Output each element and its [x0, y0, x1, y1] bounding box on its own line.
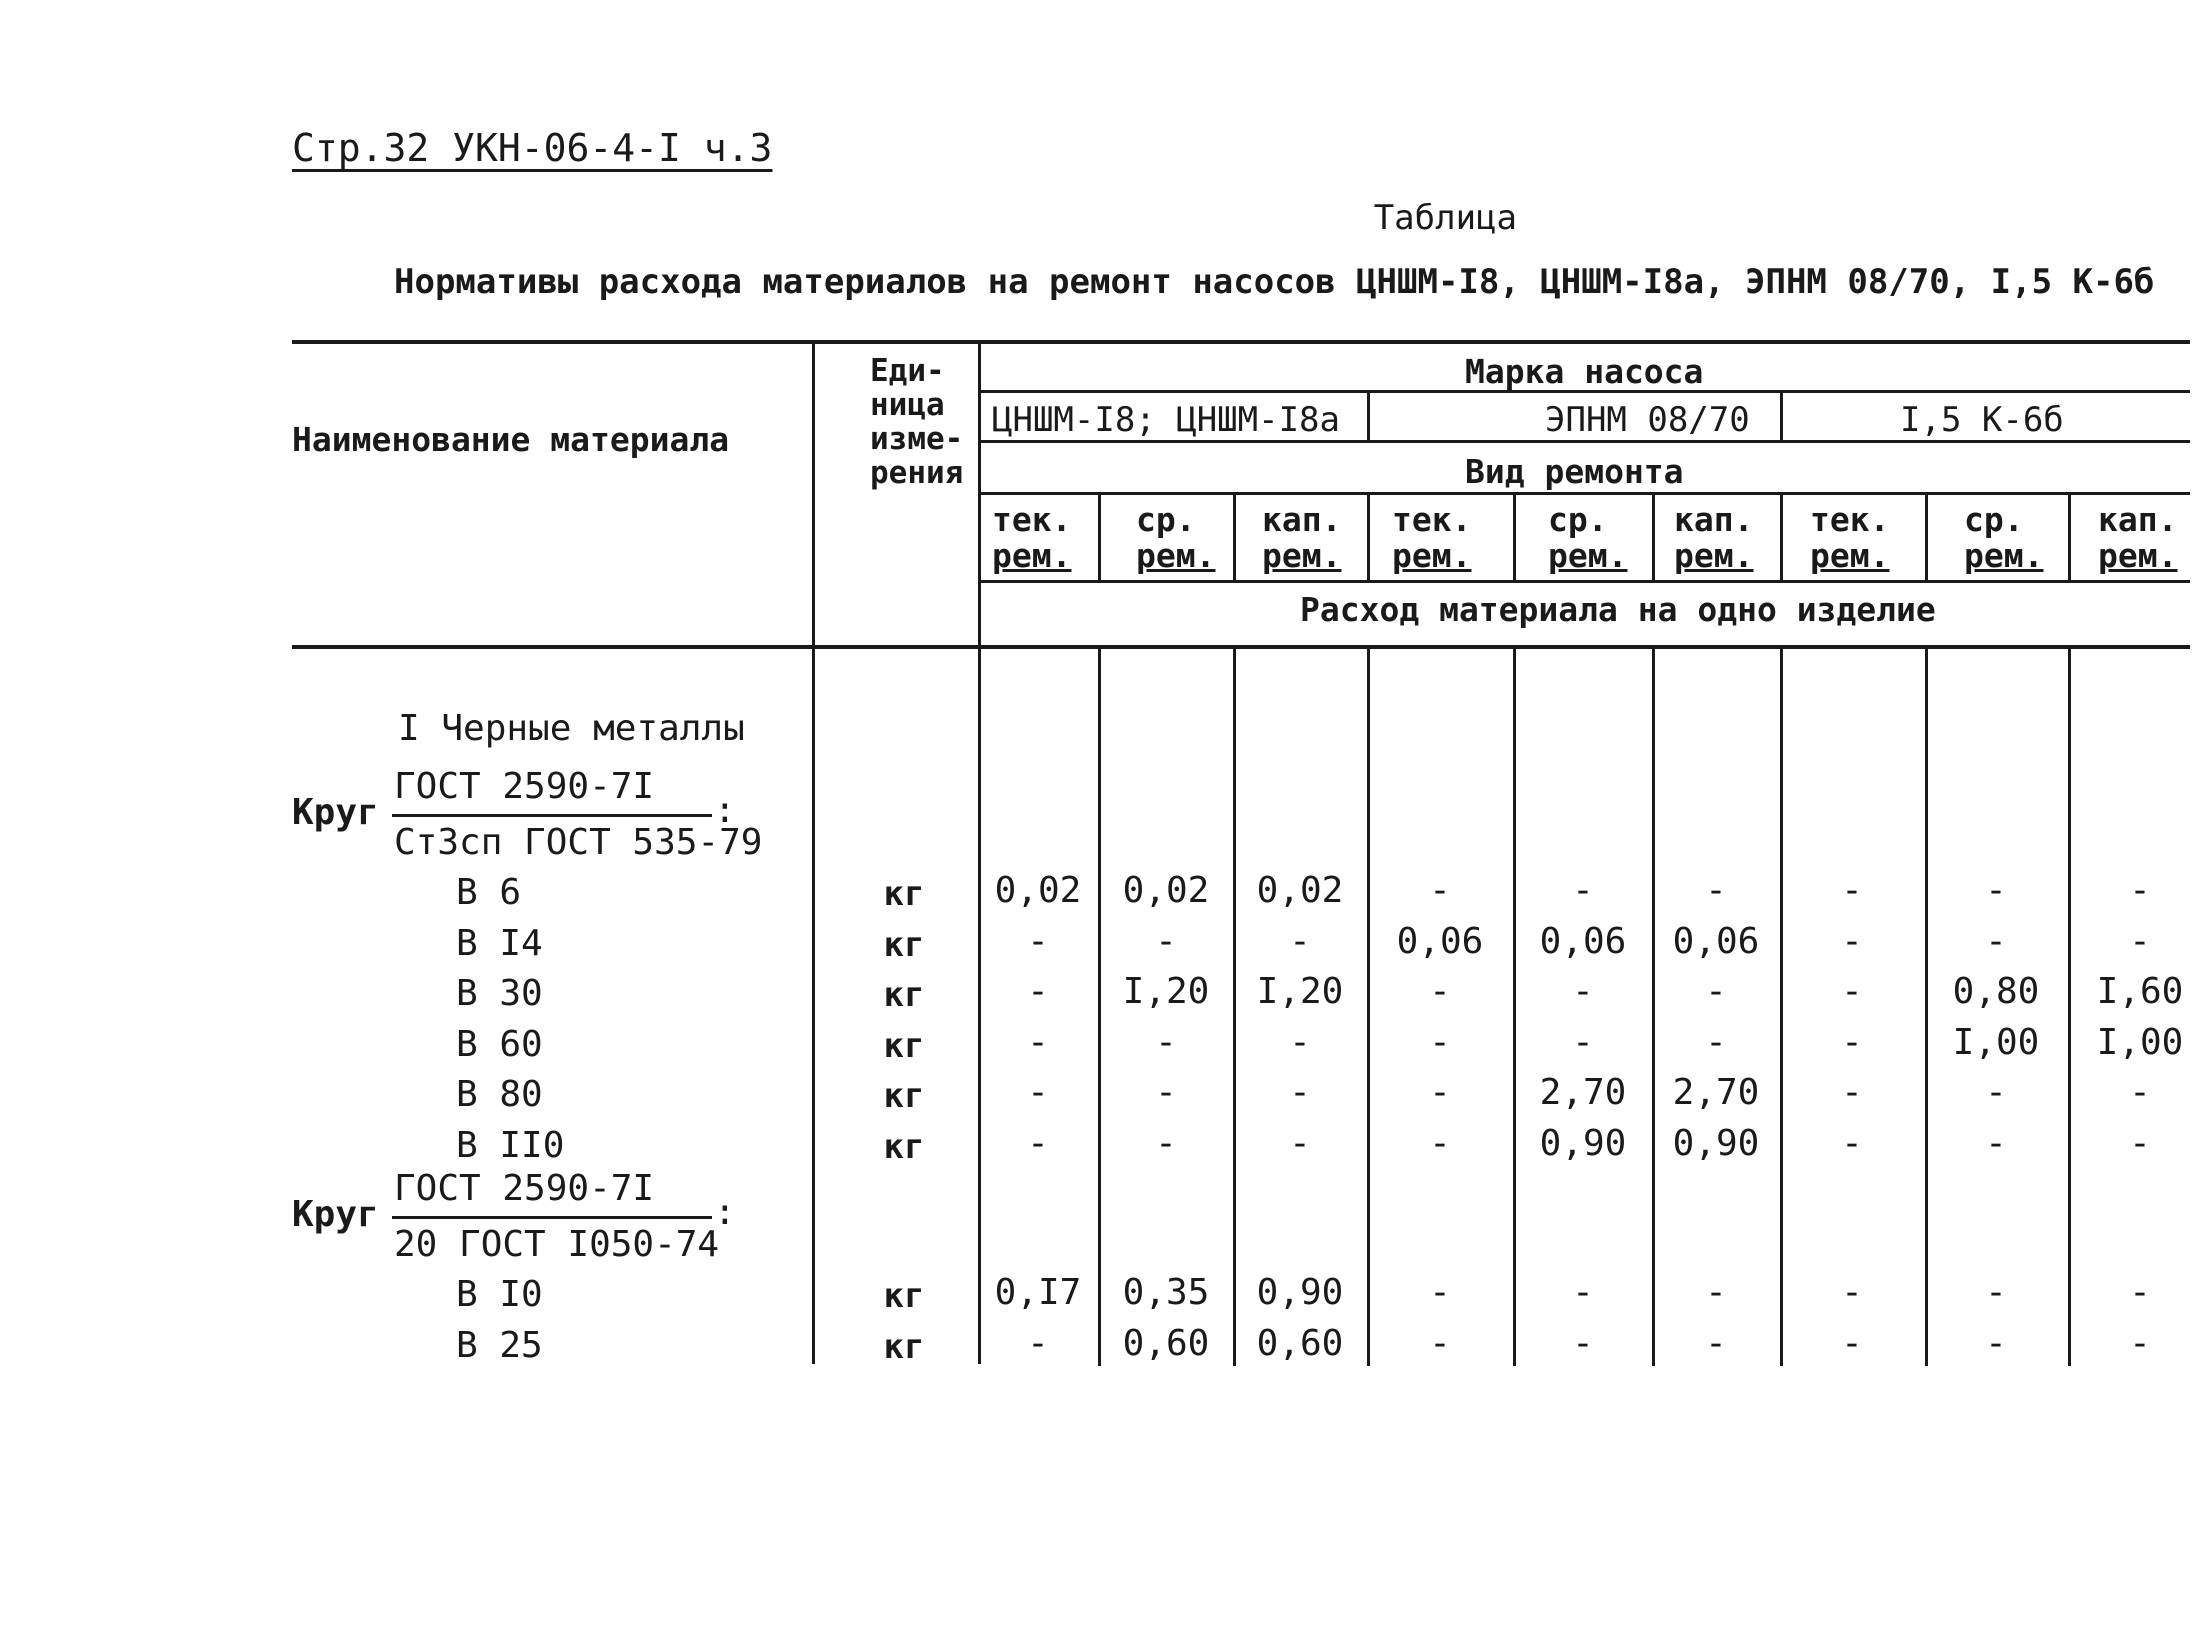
value-cell: - — [1429, 870, 1451, 911]
value-cell: 0,35 — [1122, 1272, 1210, 1313]
value-cell: I,20 — [1256, 971, 1344, 1012]
repair-type-line: рем. — [1136, 536, 1216, 575]
value-cell: 0,60 — [1122, 1322, 1210, 1364]
gost-numerator: ГОСТ 2590-7I — [394, 766, 655, 807]
repair-type-cell — [1392, 502, 1471, 574]
value-cell: I,00 — [2096, 1021, 2184, 1063]
gost-numerator: ГОСТ 2590-7I — [394, 1168, 655, 1209]
unit-cell: кг — [883, 1025, 925, 1066]
value-cell: - — [1985, 1272, 2007, 1313]
consumption-header: Расход материала на одно изделие — [1300, 590, 1936, 629]
value-cell: 0,02 — [994, 870, 1082, 911]
repair-type-line: ср. — [1548, 500, 1608, 539]
brand-header-1: ЦНШМ-I8; ЦНШМ-I8а — [992, 400, 1340, 440]
brand-header-2: ЭПНМ 08/70 — [1545, 400, 1750, 440]
material-name: В 60 — [456, 1023, 543, 1065]
value-cell: - — [1985, 870, 2007, 911]
value-cell: - — [1289, 1021, 1311, 1063]
value-cell: - — [1429, 1322, 1451, 1364]
col-header-name: Наименование материала — [292, 420, 730, 459]
repair-type-line: тек. — [1810, 500, 1890, 539]
value-cell: - — [2129, 1322, 2151, 1364]
value-cell: - — [1155, 1122, 1177, 1164]
unit-cell: кг — [883, 1076, 925, 1116]
pump-brand-header: Марка насоса — [1465, 352, 1704, 391]
value-cell: - — [1572, 1272, 1594, 1313]
unit-cell: кг — [883, 1276, 925, 1316]
value-cell: 2,70 — [1672, 1072, 1760, 1113]
value-cell: I,20 — [1122, 971, 1210, 1012]
repair-type-line: рем. — [1548, 536, 1628, 575]
material-name: В I4 — [456, 922, 543, 964]
fraction-line — [392, 1216, 712, 1219]
value-cell: - — [1985, 1122, 2007, 1164]
repair-type-header: Вид ремонта — [1465, 452, 1684, 491]
repair-type-line: кап. — [1674, 500, 1754, 539]
value-cell: 0,02 — [1122, 870, 1210, 911]
value-cell: - — [2129, 870, 2151, 911]
value-cell: 0,80 — [1952, 971, 2040, 1012]
table-label: Таблица — [1373, 198, 1517, 238]
value-cell: - — [1027, 1021, 1049, 1063]
value-cell: - — [1155, 1072, 1177, 1113]
value-cell: - — [2129, 1122, 2151, 1164]
value-cell: - — [1705, 870, 1727, 911]
value-cell: - — [1705, 1021, 1727, 1063]
unit-cell: кг — [883, 924, 925, 965]
repair-type-cell — [1810, 502, 1889, 574]
col-header-unit — [870, 354, 963, 490]
unit-cell: кг — [883, 975, 925, 1015]
repair-type-line: кап. — [1262, 500, 1342, 539]
brand-header-3: I,5 К-6б — [1900, 400, 2064, 440]
value-cell: 0,06 — [1672, 920, 1760, 962]
value-cell: 0,02 — [1256, 870, 1344, 911]
value-cell: 0,06 — [1396, 920, 1484, 962]
material-name: В 80 — [456, 1074, 543, 1115]
value-cell: - — [1705, 1322, 1727, 1364]
value-cell: - — [1572, 1021, 1594, 1063]
repair-type-cell — [1262, 502, 1341, 574]
value-cell: - — [1289, 1122, 1311, 1164]
unit-header-line: ница — [870, 387, 945, 423]
fraction-line — [392, 814, 712, 817]
repair-type-cell — [1674, 502, 1753, 574]
repair-type-line: ср. — [1964, 500, 2024, 539]
value-cell: - — [1155, 1021, 1177, 1063]
value-cell: - — [1985, 920, 2007, 962]
value-cell: - — [1155, 920, 1177, 962]
group-label: Круг — [292, 1194, 379, 1235]
table-title: Нормативы расхода материалов на ремонт насосов ЦНШМ-I8, ЦНШМ-I8а, ЭПНМ 08/70, I,5 К-6б — [394, 262, 2155, 302]
value-cell: - — [1027, 1122, 1049, 1164]
material-name: В 30 — [456, 973, 543, 1014]
value-cell: - — [1705, 1272, 1727, 1313]
repair-type-cell — [1136, 502, 1215, 574]
material-name: В 6 — [456, 872, 522, 913]
section-title: I Черные металлы — [398, 708, 745, 749]
value-cell: 2,70 — [1539, 1072, 1627, 1113]
value-cell: 0,90 — [1539, 1122, 1627, 1164]
repair-type-line: рем. — [1674, 536, 1754, 575]
material-name: В II0 — [456, 1124, 565, 1166]
repair-type-cell — [2098, 502, 2177, 574]
repair-type-line: рем. — [1964, 536, 2044, 575]
material-name: В 25 — [456, 1324, 543, 1366]
value-cell: - — [1841, 870, 1863, 911]
material-name: В I0 — [456, 1274, 543, 1315]
unit-header-line: изме- — [870, 421, 964, 457]
value-cell: - — [1705, 971, 1727, 1012]
value-cell: - — [1027, 971, 1049, 1012]
value-cell: - — [2129, 1272, 2151, 1313]
unit-cell: кг — [883, 1326, 925, 1367]
value-cell: - — [1841, 920, 1863, 962]
value-cell: 0,90 — [1672, 1122, 1760, 1164]
repair-type-line: тек. — [1392, 500, 1472, 539]
group-label: Круг — [292, 792, 379, 833]
repair-type-line: тек. — [992, 500, 1072, 539]
value-cell: - — [1985, 1322, 2007, 1364]
value-cell: - — [1841, 1322, 1863, 1364]
value-cell: - — [1841, 1122, 1863, 1164]
value-cell: - — [1841, 1072, 1863, 1113]
value-cell: - — [1572, 971, 1594, 1012]
repair-type-line: рем. — [2098, 536, 2178, 575]
value-cell: 0,90 — [1256, 1272, 1344, 1313]
unit-header-line: Еди- — [870, 353, 945, 389]
value-cell: - — [1027, 1322, 1049, 1364]
value-cell: - — [1429, 1272, 1451, 1313]
value-cell: - — [2129, 1072, 2151, 1113]
value-cell: - — [1572, 870, 1594, 911]
group-colon: : — [714, 790, 736, 831]
repair-type-line: кап. — [2098, 500, 2178, 539]
value-cell: - — [1027, 920, 1049, 962]
value-cell: - — [1027, 1072, 1049, 1113]
value-cell: - — [1572, 1322, 1594, 1364]
repair-type-line: ср. — [1136, 500, 1196, 539]
repair-type-line: рем. — [1810, 536, 1890, 575]
value-cell: 0,60 — [1256, 1322, 1344, 1364]
value-cell: - — [1429, 1021, 1451, 1063]
value-cell: 0,06 — [1539, 920, 1627, 962]
value-cell: - — [1429, 971, 1451, 1012]
value-cell: I,00 — [1952, 1021, 2040, 1063]
value-cell: - — [1429, 1122, 1451, 1164]
unit-cell: кг — [883, 874, 925, 914]
unit-cell: кг — [883, 1126, 925, 1167]
repair-type-line: рем. — [1262, 536, 1342, 575]
page-header: Стр.32 УКН-06-4-I ч.3 — [292, 126, 773, 170]
gost-denominator: Ст3сп ГОСТ 535-79 — [394, 822, 763, 863]
group-colon: : — [714, 1192, 736, 1233]
value-cell: - — [1841, 971, 1863, 1012]
value-cell: - — [2129, 920, 2151, 962]
value-cell: - — [1289, 920, 1311, 962]
gost-denominator: 20 ГОСТ I050-74 — [394, 1224, 720, 1265]
repair-type-cell — [1964, 502, 2043, 574]
value-cell: 0,I7 — [994, 1272, 1082, 1313]
repair-type-cell — [1548, 502, 1627, 574]
repair-type-cell — [992, 502, 1071, 574]
value-cell: - — [1841, 1021, 1863, 1063]
value-cell: - — [1289, 1072, 1311, 1113]
unit-header-line: рения — [870, 455, 964, 491]
repair-type-line: рем. — [992, 536, 1072, 575]
value-cell: - — [1985, 1072, 2007, 1113]
repair-type-line: рем. — [1392, 536, 1472, 575]
value-cell: - — [1429, 1072, 1451, 1113]
value-cell: - — [1841, 1272, 1863, 1313]
value-cell: I,60 — [2096, 971, 2184, 1012]
